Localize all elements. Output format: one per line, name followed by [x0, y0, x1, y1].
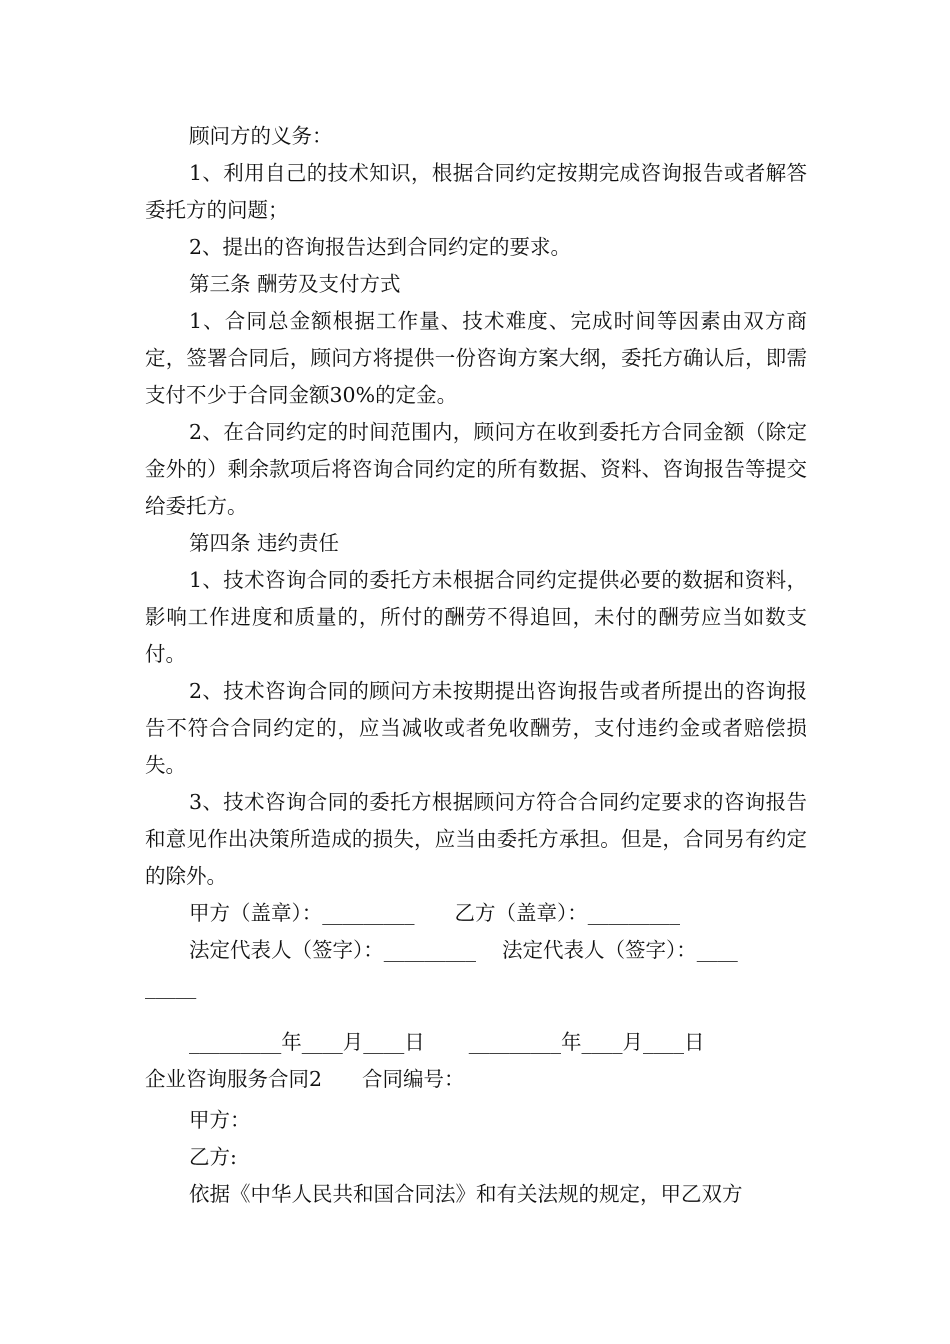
party-b-label: 乙方: — [189, 1145, 237, 1169]
paragraph-duty-1: 1、利用自己的技术知识，根据合同约定按期完成咨询报告或者解答委托方的问题； — [145, 161, 807, 222]
paragraph-liability-3: 3、技术咨询合同的委托方根据顾问方符合合同约定要求的咨询报告和意见作出决策所造成的损失，应当由委托方承担。但是，合同另有约定的除外。 — [145, 790, 807, 888]
article-3-heading: 第三条 酬劳及支付方式 — [189, 272, 401, 296]
document-body — [145, 118, 807, 1213]
representative-line — [145, 932, 807, 969]
party-a-seal: 甲方（盖章）：_________ — [189, 901, 415, 925]
paragraph-legal-basis: 依据《中华人民共和国合同法》和有关法规的规定，甲乙双方 — [189, 1182, 743, 1206]
seal-line — [145, 895, 807, 932]
paragraph-duty-2: 2、提出的咨询报告达到合同约定的要求。 — [189, 235, 572, 259]
paragraph-liability-1: 1、技术咨询合同的委托方未根据合同约定提供必要的数据和资料，影响工作进度和质量的，所付的酬劳不得追回，未付的酬劳应当如数支付。 — [145, 568, 807, 666]
paragraph-consultant-duties-heading: 顾问方的义务： — [189, 124, 333, 148]
party-b-representative: 法定代表人（签字）：____ — [502, 938, 738, 962]
paragraph-payment-2: 2、在合同约定的时间范围内，顾问方在收到委托方合同金额（除定金外的）剩余款项后将咨询合同约定的所有数据、资料、咨询报告等提交给委托方。 — [145, 420, 807, 518]
party-b-seal: 乙方（盖章）：_________ — [454, 901, 680, 925]
contract-number-label: 合同编号： — [362, 1067, 465, 1091]
representative-line-wrap: _____ — [145, 975, 197, 999]
article-4-heading: 第四条 违约责任 — [189, 531, 340, 555]
contract-2-title: 企业咨询服务合同2 — [145, 1067, 323, 1091]
paragraph-liability-2: 2、技术咨询合同的顾问方未按期提出咨询报告或者所提出的咨询报告不符合合同约定的，应当减收或者免收酬劳，支付违约金或者赔偿损失。 — [145, 679, 807, 777]
party-a-representative: 法定代表人（签字）：_________ — [189, 938, 476, 962]
party-a-date: _________年____月____日 — [189, 1030, 425, 1054]
date-line — [145, 1024, 807, 1061]
party-a-label: 甲方： — [189, 1108, 251, 1132]
contract-2-title-line — [145, 1061, 807, 1098]
party-b-date: _________年____月____日 — [468, 1030, 705, 1054]
paragraph-payment-1: 1、合同总金额根据工作量、技术难度、完成时间等因素由双方商定，签署合同后，顾问方将提供一份咨询方案大纲，委托方确认后，即需支付不少于合同金额30%的定金。 — [145, 309, 807, 407]
